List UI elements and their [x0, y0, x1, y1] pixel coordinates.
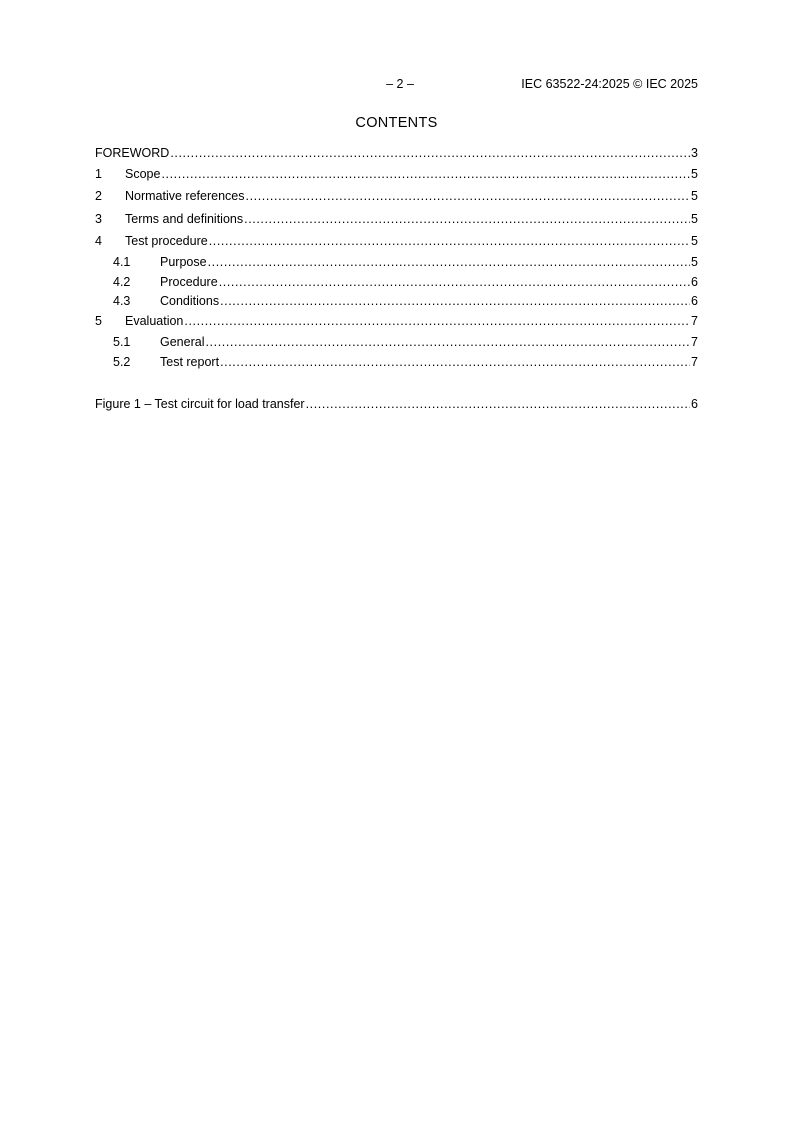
toc-entry-evaluation[interactable] — [95, 313, 698, 329]
toc-entry-number: 3 — [95, 212, 102, 226]
toc-entry-number: 2 — [95, 189, 102, 203]
dot-leader — [205, 334, 690, 350]
toc-entry-general[interactable] — [95, 334, 698, 350]
toc-entry-normative-references[interactable] — [95, 188, 698, 204]
toc-entry-terms-and-definitions[interactable] — [95, 211, 698, 227]
toc-entry-title: Evaluation — [125, 314, 184, 328]
toc-entry-test-procedure[interactable] — [95, 233, 698, 249]
toc-entry-conditions[interactable] — [95, 293, 698, 309]
toc-entry-title: Procedure — [160, 275, 218, 289]
toc-entry-page: 5 — [691, 212, 698, 226]
toc-entry-page: 5 — [691, 167, 698, 181]
toc-entry-purpose[interactable] — [95, 254, 698, 270]
toc-entry-page: 5 — [691, 255, 698, 269]
toc-entry-page: 6 — [691, 275, 698, 289]
toc-entry-title: Test report — [160, 355, 220, 369]
toc-entry-number: 5.2 — [113, 355, 131, 369]
figure-entry-page: 6 — [691, 397, 698, 411]
toc-entry-title: FOREWORD — [95, 146, 170, 160]
dot-leader — [161, 166, 690, 182]
toc-entry-page: 5 — [691, 189, 698, 203]
toc-entry-scope[interactable] — [95, 166, 698, 182]
figure-entry-title: Figure 1 – Test circuit for load transfer — [95, 397, 305, 411]
toc-entry-title: Purpose — [160, 255, 207, 269]
toc-entry-procedure[interactable] — [95, 274, 698, 290]
dot-leader — [246, 188, 691, 204]
toc-entry-number: 1 — [95, 167, 102, 181]
toc-entry-page: 7 — [691, 335, 698, 349]
dot-leader — [244, 211, 690, 227]
dot-leader — [220, 293, 690, 309]
dot-leader — [209, 233, 690, 249]
toc-entry-number: 4.2 — [113, 275, 131, 289]
toc-entry-number: 4.3 — [113, 294, 131, 308]
toc-entry-title: Conditions — [160, 294, 220, 308]
toc-entry-number: 5 — [95, 314, 102, 328]
dot-leader — [220, 354, 690, 370]
toc-entry-page: 7 — [691, 355, 698, 369]
toc-entry-foreword[interactable] — [95, 145, 698, 161]
toc-entry-title: General — [160, 335, 205, 349]
figure-list-entry[interactable] — [95, 396, 698, 412]
toc-entry-number: 5.1 — [113, 335, 131, 349]
page-header — [95, 76, 698, 92]
dot-leader — [170, 145, 690, 161]
toc-entry-title: Normative references — [125, 189, 245, 203]
dot-leader — [208, 254, 690, 270]
toc-entry-page: 7 — [691, 314, 698, 328]
toc-entry-test-report[interactable] — [95, 354, 698, 370]
toc-entry-page: 5 — [691, 234, 698, 248]
toc-entry-page: 6 — [691, 294, 698, 308]
page-number: – 2 – — [386, 77, 414, 91]
toc-entry-title: Scope — [125, 167, 161, 181]
toc-entry-page: 3 — [691, 146, 698, 160]
contents-title: CONTENTS — [355, 115, 438, 131]
toc-entry-number: 4 — [95, 234, 102, 248]
toc-entry-number: 4.1 — [113, 255, 131, 269]
toc-entry-title: Test procedure — [125, 234, 208, 248]
toc-entry-title: Terms and definitions — [125, 212, 244, 226]
document-reference: IEC 63522-24:2025 © IEC 2025 — [521, 77, 698, 91]
dot-leader — [219, 274, 690, 290]
dot-leader — [306, 396, 690, 412]
dot-leader — [184, 313, 690, 329]
